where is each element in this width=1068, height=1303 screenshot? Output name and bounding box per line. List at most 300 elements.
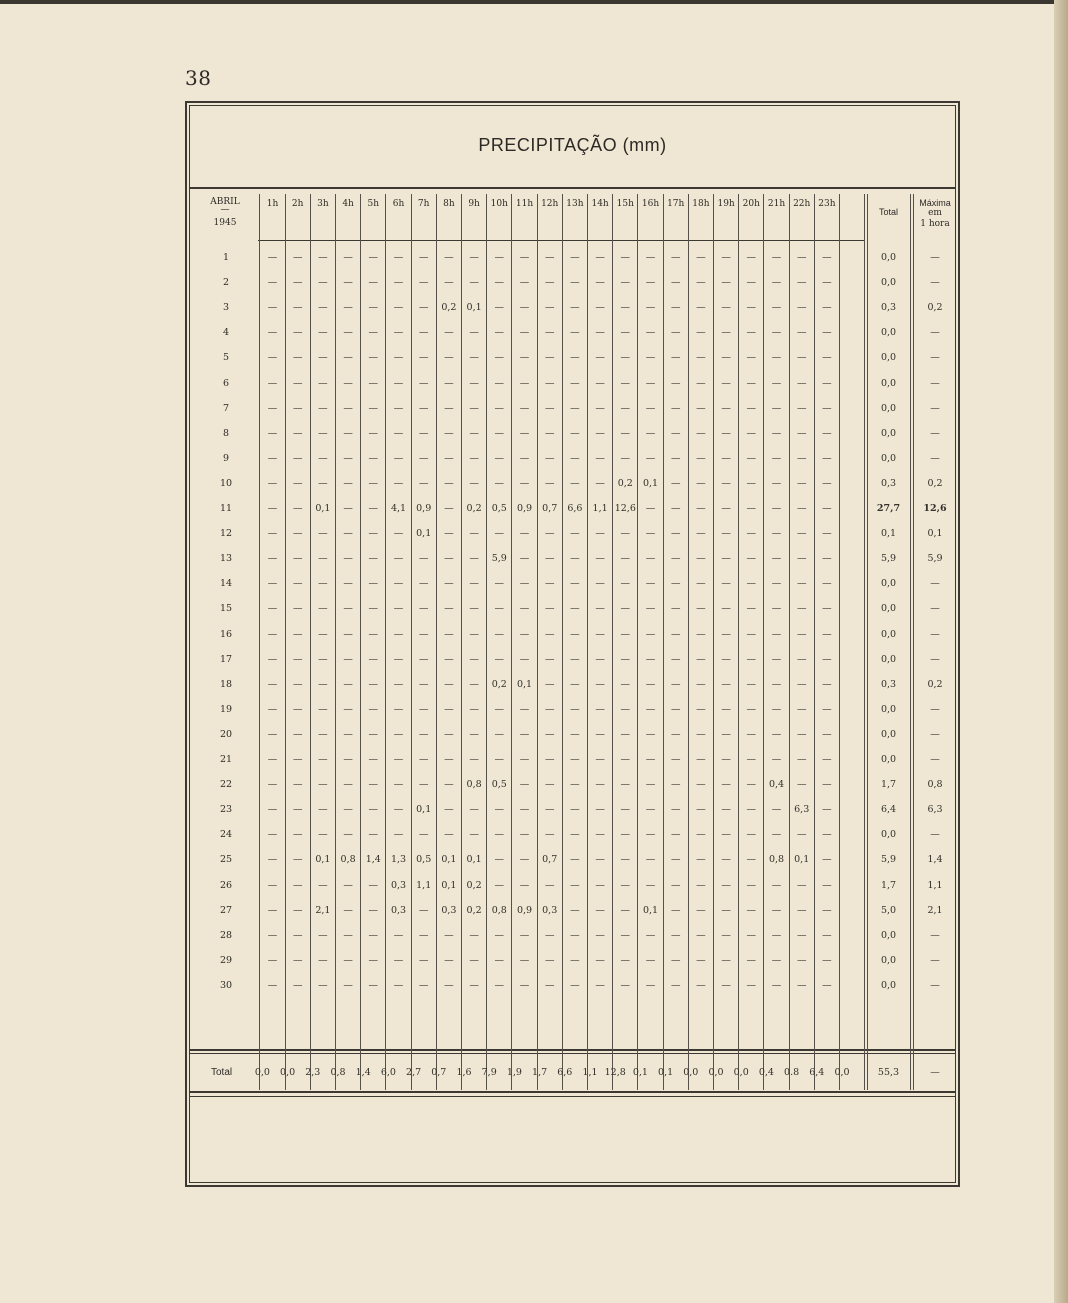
table-cell: — [570,704,580,715]
table-cell: — [595,679,605,690]
row-total: 5,9 [880,553,897,564]
table-cell: — [721,352,731,363]
row-total: 5,0 [880,905,897,916]
row-day-label: 23 [219,804,233,815]
table-cell: — [822,403,832,414]
total-column-rule-left [864,194,865,1090]
table-cell: — [519,980,530,991]
table-cell: — [544,277,555,288]
table-cell: — [721,779,731,790]
table-cell: — [696,428,706,439]
table-cell: — [368,729,379,740]
table-cell: — [519,779,530,790]
table-cell: — [544,930,555,941]
table-cell: — [393,428,404,439]
table-cell: — [570,980,580,991]
row-max: 0,1 [927,528,943,539]
table-cell: — [418,704,429,715]
table-cell: — [645,453,656,464]
row-max: — [930,403,940,414]
table-cell: — [746,428,757,439]
table-cell: — [645,503,656,514]
table-cell: — [494,327,505,338]
table-cell: — [746,453,757,464]
table-cell: — [292,829,303,840]
row-day-label: 27 [219,905,233,916]
table-cell: — [267,654,278,665]
table-cell: — [544,779,555,790]
table-cell: — [469,428,479,439]
table-cell: — [796,955,807,966]
table-cell: — [318,453,328,464]
table-cell: — [645,804,656,815]
table-cell: — [670,629,681,640]
table-cell: — [519,403,530,414]
row-max: — [930,955,940,966]
table-cell: — [519,854,530,865]
table-cell: — [418,603,429,614]
header-hour: 1h [266,199,279,209]
header-hour: 11h [515,199,534,209]
table-cell: — [670,478,681,489]
table-cell: — [620,403,631,414]
table-cell: — [620,854,631,865]
table-cell: 0,2 [441,302,457,313]
table-cell: — [570,428,580,439]
table-cell: — [267,955,278,966]
table-cell: — [368,327,379,338]
table-cell: — [595,854,605,865]
table-cell: — [469,403,479,414]
table-cell: — [368,403,379,414]
table-cell: — [343,603,353,614]
table-cell: — [469,654,479,665]
table-cell: — [796,302,807,313]
table-cell: 0,7 [542,503,558,514]
table-cell: — [393,754,404,765]
table-cell: — [469,553,479,564]
table-cell: — [444,378,454,389]
table-cell: — [368,603,379,614]
table-cell: — [469,754,479,765]
page-top-edge [0,0,1068,4]
row-total: 6,4 [880,804,897,815]
table-cell: — [822,754,832,765]
table-cell: — [368,704,379,715]
table-cell: — [343,804,353,815]
table-cell: — [670,578,681,589]
table-cell: — [696,880,706,891]
table-cell: — [444,704,454,715]
row-day-label: 6 [222,378,230,389]
table-cell: — [670,930,681,941]
table-cell: — [418,654,429,665]
table-cell: — [469,679,479,690]
table-cell: — [771,679,782,690]
table-cell: — [519,754,530,765]
table-cell: — [343,277,353,288]
table-cell: — [318,955,328,966]
table-cell: — [292,252,303,263]
table-cell: — [746,578,757,589]
table-cell: — [343,955,353,966]
table-cell: — [393,378,404,389]
table-cell: — [418,578,429,589]
table-cell: — [796,980,807,991]
totals-row-cell: 0.8 [784,1067,800,1078]
table-cell: — [368,428,379,439]
table-cell: — [670,302,681,313]
table-cell: — [570,930,580,941]
table-cell: — [670,829,681,840]
table-cell: — [343,679,353,690]
table-cell: — [494,403,505,414]
table-cell: — [292,578,303,589]
table-cell: 0,3 [441,905,457,916]
table-cell: — [670,378,681,389]
table-cell: — [696,729,706,740]
table-cell: 0,2 [617,478,633,489]
table-cell: — [292,403,303,414]
table-cell: — [393,553,404,564]
table-cell: — [796,603,807,614]
table-cell: — [746,955,757,966]
totals-row-cell: 0,1 [658,1067,674,1078]
table-cell: — [595,704,605,715]
table-cell: — [318,980,328,991]
table-cell: — [418,352,429,363]
table-cell: — [796,352,807,363]
table-cell: — [670,428,681,439]
table-cell: — [418,553,429,564]
table-cell: — [418,327,429,338]
table-cell: — [771,955,782,966]
table-cell: — [721,327,731,338]
table-cell: — [620,578,631,589]
table-cell: — [771,453,782,464]
table-cell: — [368,578,379,589]
header-year: 1945 [213,218,237,228]
row-max: — [930,980,940,991]
table-cell: — [771,629,782,640]
table-cell: — [645,654,656,665]
table-cell: — [796,729,807,740]
table-cell: — [519,629,530,640]
table-cell: — [721,578,731,589]
table-cell: — [645,880,656,891]
row-day-label: 16 [219,629,233,640]
table-cell: — [771,704,782,715]
table-cell: — [570,729,580,740]
table-cell: — [721,603,731,614]
table-cell: — [519,704,530,715]
row-max: — [930,829,940,840]
table-cell: — [721,905,731,916]
table-cell: — [343,378,353,389]
table-cell: — [267,779,278,790]
table-cell: — [822,729,832,740]
table-cell: — [544,327,555,338]
table-cell: — [645,754,656,765]
totals-top-rule [189,1049,956,1051]
table-cell: — [418,277,429,288]
table-cell: — [418,629,429,640]
table-cell: — [519,930,530,941]
table-cell: — [620,629,631,640]
table-cell: — [494,955,505,966]
table-cell: — [721,553,731,564]
table-cell: — [570,804,580,815]
table-cell: — [696,829,706,840]
table-cell: — [796,829,807,840]
table-cell: — [393,453,404,464]
table-cell: — [670,654,681,665]
table-cell: — [519,553,530,564]
table-cell: — [595,403,605,414]
table-cell: — [746,553,757,564]
table-cell: — [418,302,429,313]
table-cell: — [570,403,580,414]
table-cell: — [696,955,706,966]
table-cell: — [469,252,479,263]
table-cell: — [696,854,706,865]
header-total: Total [878,207,898,217]
row-day-label: 21 [219,754,233,765]
row-max: 2,1 [927,905,943,916]
table-cell: — [822,428,832,439]
table-cell: — [696,327,706,338]
table-cell: — [418,679,429,690]
table-cell: — [595,829,605,840]
table-cell: — [292,428,303,439]
table-cell: — [746,679,757,690]
table-cell: — [544,302,555,313]
table-cell: — [746,352,757,363]
table-cell: — [267,629,278,640]
row-total: 0,0 [880,955,897,966]
table-cell: — [368,277,379,288]
table-cell: — [721,804,731,815]
table-cell: — [796,478,807,489]
row-max: — [930,453,940,464]
table-cell: — [645,729,656,740]
table-cell: — [343,578,353,589]
page-edge-shadow [1054,0,1068,1303]
row-max: — [930,277,940,288]
table-cell: 0,4 [768,779,785,790]
totals-row-cell: 0,0 [834,1067,850,1078]
table-cell: — [595,880,605,891]
table-cell: — [444,528,454,539]
header-hour: 14h [591,199,609,209]
row-max: — [930,578,940,589]
row-total: 0,0 [880,578,897,589]
table-cell: — [494,654,505,665]
table-cell: — [721,955,731,966]
row-day-label: 28 [219,930,233,941]
table-cell: — [267,930,278,941]
table-cell: — [444,679,454,690]
table-cell: — [519,729,530,740]
table-cell: — [822,478,832,489]
table-cell: — [822,880,832,891]
table-cell: — [469,930,479,941]
table-cell: — [796,327,807,338]
max-column-rule-left [910,194,911,1090]
table-cell: — [494,829,505,840]
table-cell: — [670,528,681,539]
table-cell: — [721,829,731,840]
row-max: 5,9 [927,553,943,564]
table-cell: — [469,528,479,539]
table-cell: — [368,629,379,640]
table-cell: — [418,955,429,966]
table-cell: — [318,352,328,363]
header-month-dash: — [220,205,230,215]
table-cell: — [469,578,479,589]
table-cell: — [343,829,353,840]
row-max: 1,1 [927,880,943,891]
table-cell: — [822,955,832,966]
table-cell: — [494,252,505,263]
table-cell: — [595,428,605,439]
table-cell: — [570,478,580,489]
table-cell: — [494,352,505,363]
table-cell: 12,6 [614,503,636,514]
table-cell: — [645,428,656,439]
row-total: 0,0 [880,403,897,414]
table-cell: — [267,729,278,740]
row-max: — [930,252,940,263]
row-max: — [930,729,940,740]
table-cell: — [570,679,580,690]
table-cell: — [292,352,303,363]
table-cell: — [544,754,555,765]
table-cell: — [620,603,631,614]
row-day-label: 18 [219,679,233,690]
table-cell: — [645,779,656,790]
table-cell: — [368,980,379,991]
totals-row-cell: 7,9 [481,1067,497,1078]
table-cell: — [544,403,555,414]
table-cell: — [292,629,303,640]
table-cell: — [670,729,681,740]
table-cell: — [570,754,580,765]
table-cell: 0,5 [416,854,432,865]
table-cell: — [620,980,631,991]
table-cell: — [494,578,505,589]
table-cell: — [746,252,757,263]
table-cell: — [368,880,379,891]
header-hour: 10h [490,199,508,209]
totals-row-cell: 0,8 [330,1067,346,1078]
table-cell: — [393,729,404,740]
table-cell: — [368,804,379,815]
table-cell: — [796,378,807,389]
table-cell: — [645,980,656,991]
header-month: ABRIL [210,197,240,207]
totals-top-rule-2 [189,1053,956,1054]
row-max: — [930,629,940,640]
totals-row-cell: 0,0 [683,1067,699,1078]
row-day-label: 30 [219,980,233,991]
header-hour: 22h [793,199,811,209]
table-cell: — [771,829,782,840]
row-total: 0,0 [880,629,897,640]
table-cell: — [771,352,782,363]
table-cell: — [746,829,757,840]
table-cell: — [822,804,832,815]
table-cell: 0,2 [466,503,482,514]
table-cell: — [696,578,706,589]
table-cell: — [368,528,379,539]
table-cell: — [494,804,505,815]
row-day-label: 17 [219,654,233,665]
table-cell: — [519,829,530,840]
table-cell: — [469,829,479,840]
table-cell: — [444,503,454,514]
table-cell: — [519,352,530,363]
table-cell: — [292,302,303,313]
table-cell: — [267,378,278,389]
table-cell: — [645,327,656,338]
table-cell: — [267,854,278,865]
table-cell: — [721,880,731,891]
row-total: 0,0 [880,980,897,991]
table-cell: — [393,980,404,991]
table-cell: — [267,403,278,414]
table-cell: — [595,252,605,263]
table-cell: — [544,880,555,891]
table-cell: — [544,980,555,991]
row-day-label: 1 [222,252,230,263]
table-cell: — [343,980,353,991]
table-cell: — [822,528,832,539]
table-cell: — [796,403,807,414]
table-cell: — [645,578,656,589]
table-cell: — [318,403,328,414]
table-cell: 1,1 [416,880,432,891]
table-cell: — [822,252,832,263]
table-cell: — [292,378,303,389]
table-cell: — [670,603,681,614]
table-cell: — [318,603,328,614]
table-cell: — [670,403,681,414]
table-cell: 1,1 [592,503,608,514]
table-cell: — [570,829,580,840]
table-cell: — [469,378,479,389]
table-cell: — [746,503,757,514]
table-cell: — [368,930,379,941]
table-cell: — [595,905,605,916]
table-cell: — [343,553,353,564]
table-cell: — [796,453,807,464]
table-cell: — [595,352,605,363]
table-cell: — [595,955,605,966]
table-cell: — [494,880,505,891]
table-cell: — [544,629,555,640]
header-hour: 18h [692,199,710,209]
table-cell: — [267,503,278,514]
table-cell: — [645,930,656,941]
table-cell: — [822,553,832,564]
table-cell: — [343,503,353,514]
table-cell: — [444,603,454,614]
table-cell: 0,5 [491,503,507,514]
table-cell: — [620,302,631,313]
table-cell: — [595,277,605,288]
table-cell: — [746,403,757,414]
